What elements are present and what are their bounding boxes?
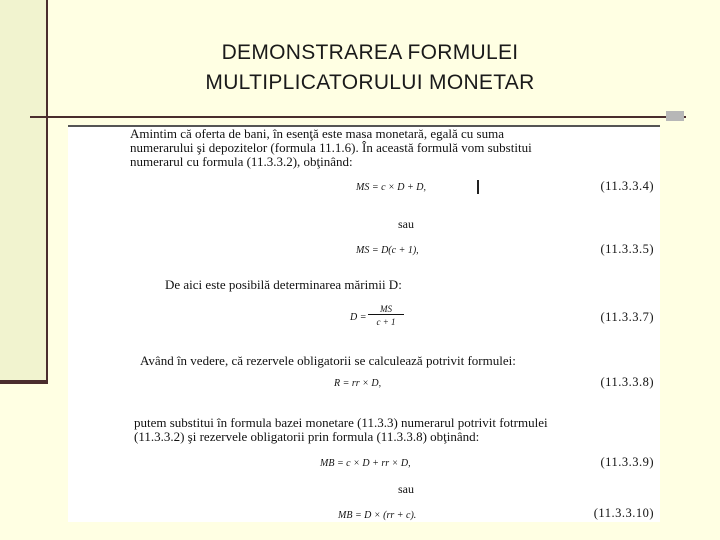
equation-11-3-3-5: MS = D(c + 1), — [356, 245, 419, 256]
equation-number-11-3-3-8: (11.3.3.8) — [600, 375, 654, 389]
equation-11-3-3-7-numerator: MS — [368, 304, 404, 315]
left-decorative-band — [0, 0, 48, 382]
left-decorative-rule — [0, 380, 48, 384]
equation-11-3-3-4: MS = c × D + D, — [356, 182, 426, 193]
slide-title-line-1: DEMONSTRAREA FORMULEI — [221, 41, 519, 64]
paragraph-4-line-2: (11.3.3.2) şi rezervele obligatorii prin formula (11.3.3.8) obţinând: — [134, 429, 480, 444]
equation-number-11-3-3-7: (11.3.3.7) — [600, 310, 654, 324]
paragraph-4-line-1: putem substitui în formula bazei monetare (11.3.3) numerarul potrivit fotrmulei — [134, 415, 548, 430]
text-cursor — [477, 180, 479, 194]
document-image — [68, 125, 660, 522]
equation-11-3-3-10: MB = D × (rr + c). — [338, 510, 417, 521]
slide-title-line-2: MULTIPLICATORULUI MONETAR — [205, 71, 535, 94]
equation-number-11-3-3-10: (11.3.3.10) — [593, 506, 654, 520]
sau-label-1: sau — [398, 217, 414, 231]
equation-11-3-3-7-denominator: c + 1 — [376, 317, 396, 327]
paragraph-1-line-3: numerarul cu formula (11.3.3.2), obţinând: — [130, 154, 353, 169]
paragraph-3: Având în vedere, că rezervele obligatorii se calculează potrivit formulei: — [140, 353, 516, 368]
paragraph-1-line-1: Amintim că oferta de bani, în esenţă este masa monetară, egală cu suma — [130, 126, 504, 141]
equation-number-11-3-3-9: (11.3.3.9) — [600, 455, 654, 469]
equation-11-3-3-8: R = rr × D, — [334, 378, 382, 389]
paragraph-2: De aici este posibilă determinarea mărimii D: — [165, 277, 402, 292]
equation-number-11-3-3-4: (11.3.3.4) — [600, 179, 654, 193]
slide-title — [120, 38, 620, 98]
equation-11-3-3-7-lhs: D = — [350, 312, 367, 323]
paragraph-1-line-2: numerarului şi depozitelor (formula 11.1.6). În această formulă vom substitui — [130, 140, 532, 155]
equation-11-3-3-9: MB = c × D + rr × D, — [320, 458, 411, 469]
title-divider — [30, 116, 686, 118]
equation-number-11-3-3-5: (11.3.3.5) — [600, 242, 654, 256]
decorative-gray-bar — [666, 111, 684, 121]
sau-label-2: sau — [398, 482, 414, 496]
